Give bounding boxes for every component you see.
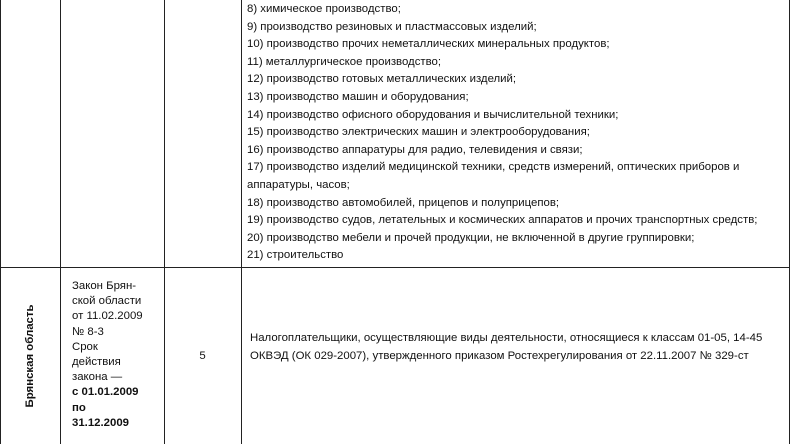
- list-item: 20) производство мебели и прочей продукции, не включенной в другие группировки;: [247, 231, 695, 244]
- law-period-line: 31.12.2009: [72, 416, 130, 429]
- list-item: 21) строительство: [247, 249, 344, 262]
- list-item: 9) производство резиновых и пластмассовых изделий;: [247, 20, 537, 33]
- rate-cell: [164, 268, 241, 444]
- column-divider-rate: [241, 0, 242, 444]
- list-item: 18) производство автомобилей, прицепов и полуприцепов;: [247, 196, 560, 209]
- rate-value: 5: [199, 350, 206, 362]
- description-cell: Налогоплательщики, осуществляющие виды деятельности, относящиеся к классам 01-05, 14-45 ОКВЭД (ОК 029-2007), утвержденного приказом Ростехрегулирования от 22.11.2007 № 329-ст: [250, 332, 763, 362]
- list-item: 16) производство аппаратуры для радио, телевидения и связи;: [247, 143, 583, 156]
- list-item: 12) производство готовых металлических изделий;: [247, 73, 517, 86]
- list-item: 13) производство машин и оборудования;: [247, 90, 469, 103]
- law-line: № 8-3: [72, 325, 104, 338]
- law-line: действия: [72, 356, 121, 369]
- list-item: 11) металлургическое производство;: [247, 55, 442, 68]
- list-item: 8) химическое производство;: [247, 3, 401, 15]
- law-line: ской области: [72, 295, 142, 308]
- law-period-line: по: [72, 401, 86, 414]
- law-line: закона —: [72, 371, 123, 384]
- law-line: от 11.02.2009: [72, 310, 143, 323]
- law-line: Срок: [72, 340, 98, 353]
- law-line: Закон Брян-: [72, 280, 137, 292]
- list-item: 19) производство судов, летательных и космических аппаратов и прочих транспортных средств;: [247, 214, 758, 227]
- column-divider-region: [60, 0, 61, 444]
- region-cell: [0, 268, 60, 444]
- list-item: 10) производство прочих неметаллических минеральных продуктов;: [247, 38, 610, 51]
- law-period-line: с 01.01.2009: [72, 386, 139, 399]
- list-item: 15) производство электрических машин и электрооборудования;: [247, 126, 590, 139]
- law-cell: [72, 279, 164, 431]
- region-name: Брянская область: [24, 304, 36, 408]
- list-item: 14) производство офисного оборудования и вычислительной техники;: [247, 108, 619, 121]
- list-item: 17) производство изделий медицинской техники, средств измерений, оптических приборов и аппаратуры, часов;: [247, 161, 740, 191]
- activity-list: [247, 1, 782, 265]
- row-divider: [0, 267, 790, 268]
